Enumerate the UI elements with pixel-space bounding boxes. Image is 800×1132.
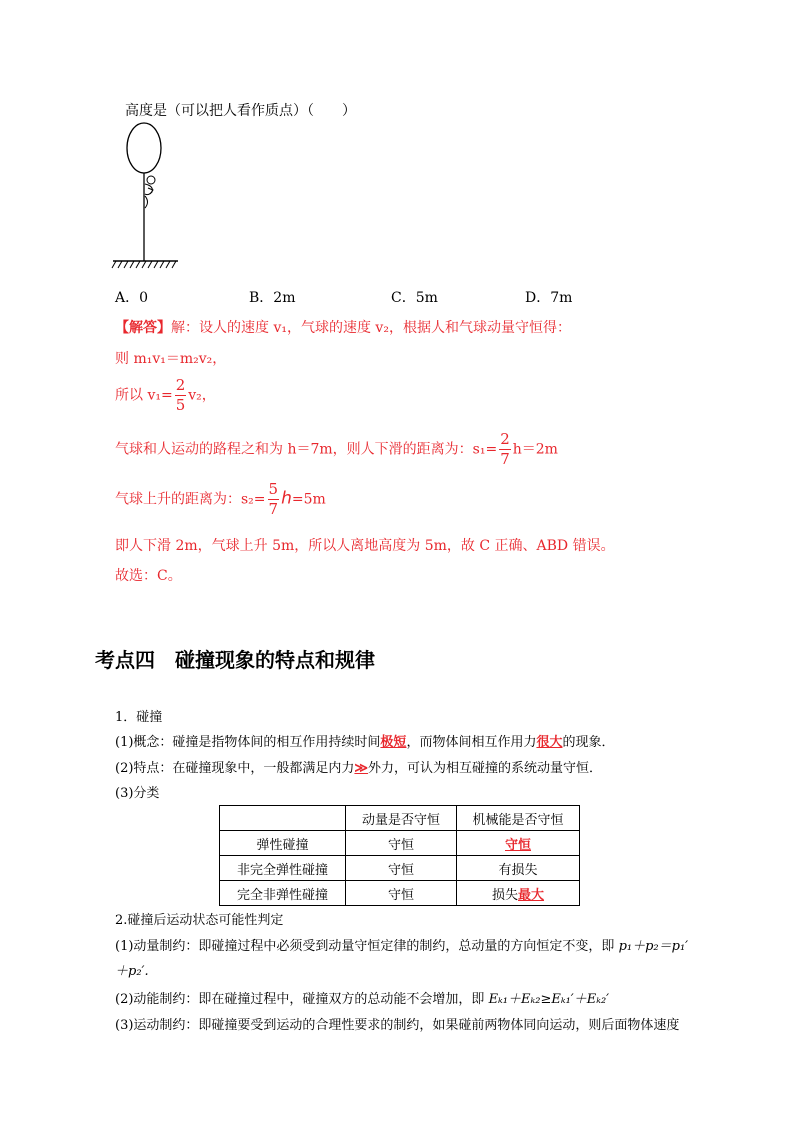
- fraction-5-7: $\frac{5}{7}$: [268, 480, 279, 518]
- question-stem: 高度是（可以把人看作质点）（ ）: [125, 103, 356, 119]
- para-judgement: 2.碰撞后运动状态可能性判定: [115, 913, 284, 928]
- answer-line-6: 即人下滑 2m，气球上升 5m，所以人离地高度为 5m，故 C 正确、ABD 错误。: [115, 538, 615, 554]
- section-title: 考点四 碰撞现象的特点和规律: [95, 648, 375, 672]
- table-row: 完全非弹性碰撞 守恒 损失最大: [220, 881, 580, 906]
- emphasis-extremely-short: 极短: [380, 735, 407, 750]
- para-momentum-cont: ＋p₂′.: [115, 964, 149, 979]
- option-b: B．2m: [249, 290, 296, 306]
- answer-line-4: 气球和人运动的路程之和为 h＝7m，则人下滑的距离为：s₁= $\frac{2}{7}$ h＝2m: [115, 430, 558, 468]
- answer-tag: 【解答】: [115, 320, 171, 336]
- fraction-2-7: $\frac{2}{7}$: [500, 430, 510, 468]
- collision-classification-table: [219, 805, 580, 906]
- answer-line-7: 故选：C。: [115, 568, 182, 584]
- para-motion-constraint: (3)运动制约：即碰撞要受到运动的合理性要求的制约，如果碰前两物体同向运动，则后面物体速度: [115, 1018, 680, 1033]
- table-row: 非完全弹性碰撞 守恒 有损失: [220, 856, 580, 881]
- answer-line-3: 所以 v₁= $\frac{2}{5}$ v₂，: [115, 376, 216, 414]
- option-d: D．7m: [525, 290, 573, 306]
- para-classification: (3)分类: [115, 786, 160, 801]
- answer-line-5: 气球上升的距离为：s₂= $\frac{5}{7}$ h=5m: [115, 480, 326, 518]
- emphasis-very-large: 很大: [536, 735, 563, 750]
- para-energy-constraint: (2)动能制约：即在碰撞过程中，碰撞双方的总动能不会增加，即 Eₖ₁＋Eₖ₂≥Eₖ₁′＋Eₖ₂′: [115, 992, 610, 1007]
- option-c: C．5m: [391, 290, 438, 306]
- fraction-2-5: $\frac{2}{5}$: [175, 376, 186, 414]
- answer-line-2: 则 m₁v₁＝m₂v₂，: [115, 351, 227, 367]
- para-momentum-constraint: (1)动量制约：即碰撞过程中必须受到动量守恒定律的制约，总动量的方向恒定不变，即 p₁＋p₂＝p₁′: [115, 939, 689, 954]
- option-a: A．0: [115, 290, 149, 306]
- para-feature: (2)特点：在碰撞现象中，一般都满足内力≫外力，可认为相互碰撞的系统动量守恒．: [115, 761, 603, 776]
- table-row: 弹性碰撞 守恒 守恒: [220, 831, 580, 856]
- para-concept: (1)概念：碰撞是指物体间的相互作用持续时间极短，而物体间相互作用力很大的现象．: [115, 735, 615, 750]
- balloon-figure: [110, 118, 182, 273]
- emphasis-much-greater: ≫: [354, 761, 369, 776]
- answer-line-1: 【解答】解：设人的速度 v₁，气球的速度 v₂，根据人和气球动量守恒得：: [115, 320, 571, 336]
- table-header-row: 动量是否守恒 机械能是否守恒: [220, 806, 580, 831]
- para-1: 1．碰撞: [115, 710, 163, 725]
